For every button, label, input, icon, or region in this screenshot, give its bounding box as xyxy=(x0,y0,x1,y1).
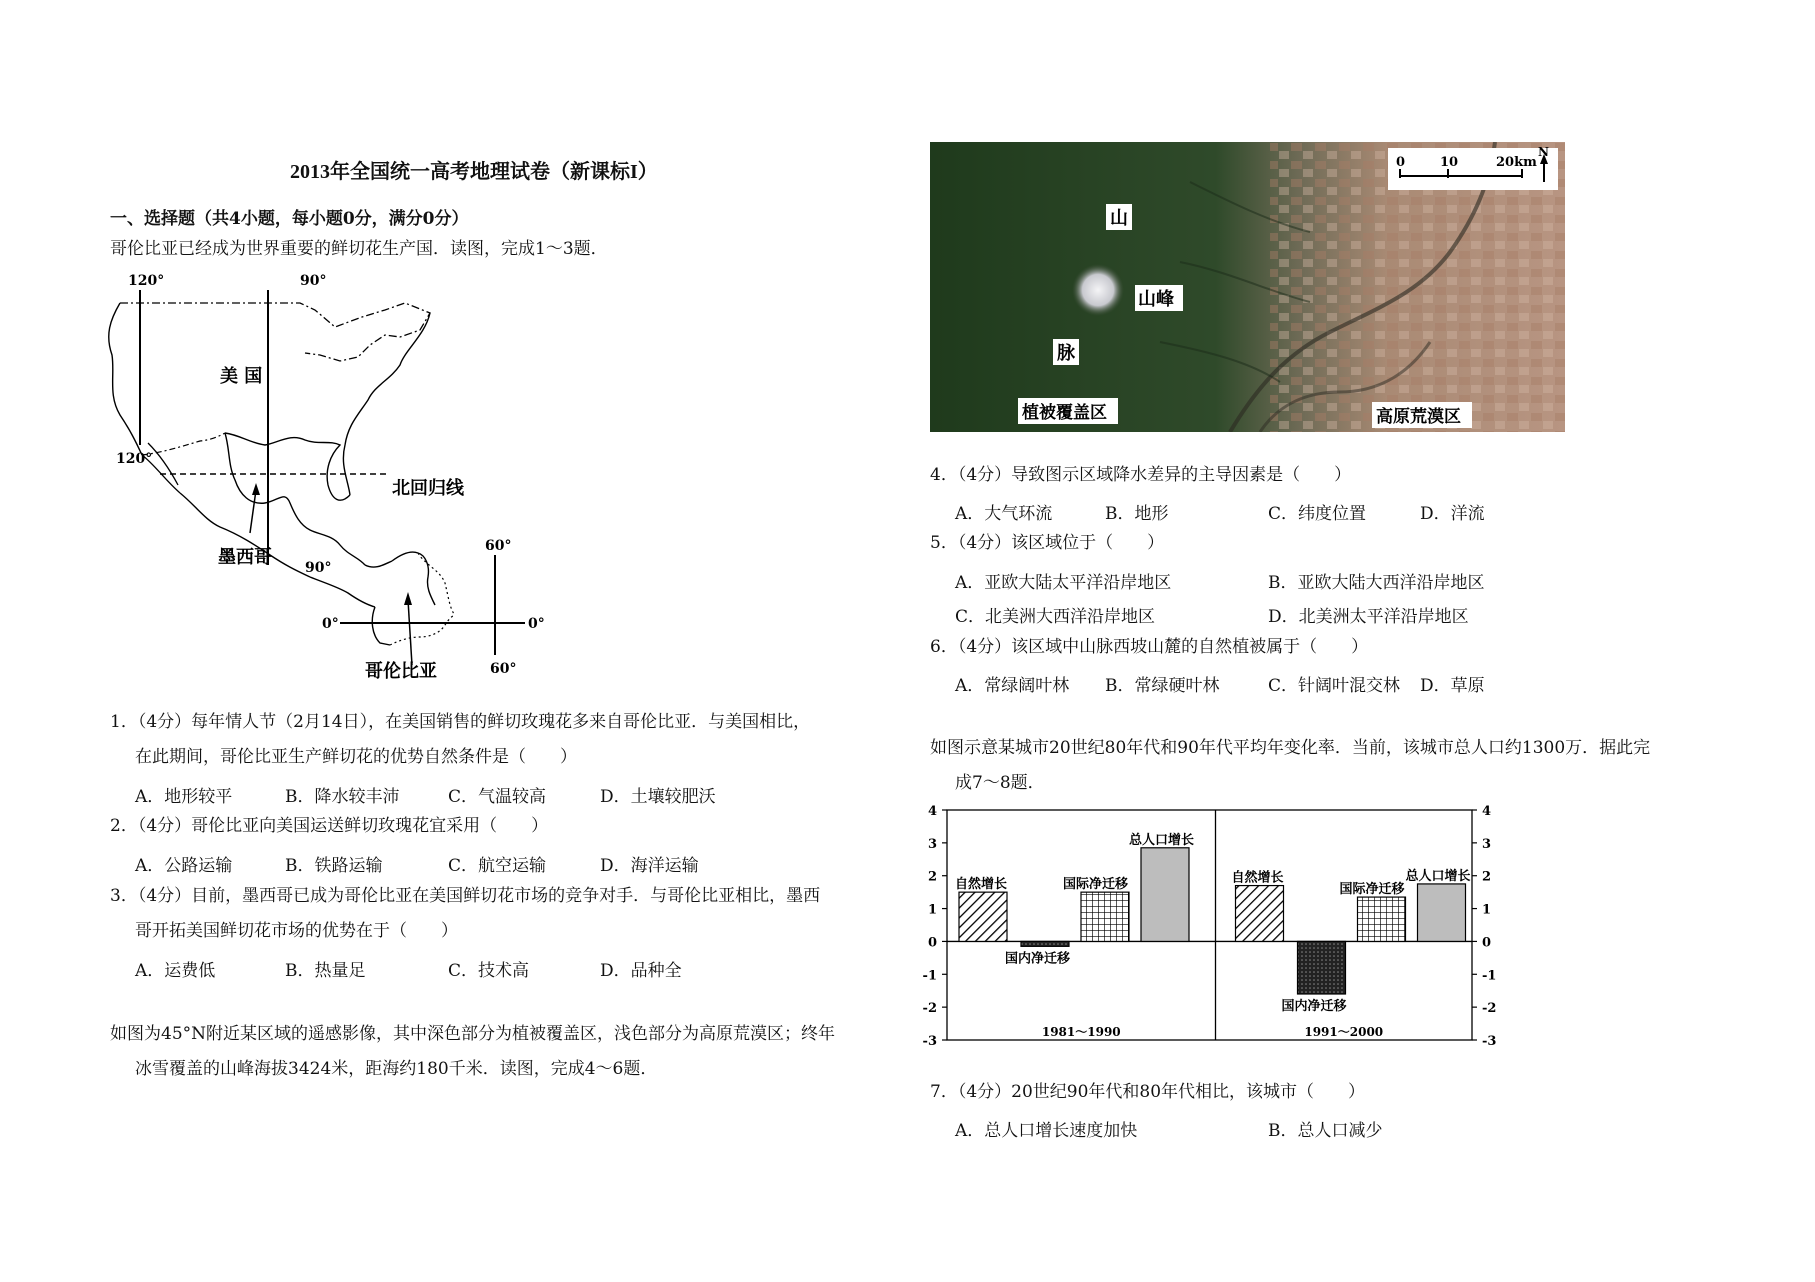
bar-1990s-0 xyxy=(1236,886,1284,942)
intro-q7-8-line1: 如图示意某城市20世纪80年代和90年代平均年变化率．当前，该城市总人口约1300万．据此完 xyxy=(930,738,1651,758)
q1-option-d: D．土壤较肥沃 xyxy=(600,787,716,807)
lon120-left-label: 120° xyxy=(116,451,153,467)
q5-option-b: B．亚欧大陆大西洋沿岸地区 xyxy=(1268,573,1485,593)
vegetation-label: 植被覆盖区 xyxy=(1022,403,1107,423)
q1-option-a: A．地形较平 xyxy=(135,787,233,807)
ytick-label-right: 1 xyxy=(1482,902,1492,918)
bar-1990s-1 xyxy=(1298,941,1346,994)
q4-option-b: B．地形 xyxy=(1105,504,1169,524)
colombia-label: 哥伦比亚 xyxy=(365,661,437,682)
ytick-label-left: -2 xyxy=(922,1001,937,1017)
q5-option-c: C．北美洲大西洋沿岸地区 xyxy=(955,607,1156,627)
bar-category-label: 自然增长 xyxy=(1231,870,1284,886)
q6-stem: 6．（4分）该区域中山脉西坡山麓的自然植被属于（ ） xyxy=(930,637,1369,657)
q6-option-a: A．常绿阔叶林 xyxy=(955,676,1070,696)
ytick-label-left: 3 xyxy=(927,836,937,852)
q3-stem-line1: 3．（4分）目前，墨西哥已成为哥伦比亚在美国鲜切花市场的竞争对手．与哥伦比亚相比，墨西 xyxy=(110,886,821,906)
bar-1980s-2 xyxy=(1081,892,1129,941)
q3-option-a: A．运费低 xyxy=(135,961,216,981)
ytick-label-right: 4 xyxy=(1482,804,1492,819)
q7-option-b: B．总人口减少 xyxy=(1268,1121,1383,1141)
lat0-right-label: 0° xyxy=(528,616,545,632)
bar-category-label: 国际净迁移 xyxy=(1063,877,1129,893)
q4-option-d: D．洋流 xyxy=(1420,504,1485,524)
bar-category-label: 国际净迁移 xyxy=(1339,882,1405,898)
q3-option-b: B．热量足 xyxy=(285,961,366,981)
lon60-bottom-label: 60° xyxy=(490,661,517,677)
q4-option-c: C．纬度位置 xyxy=(1268,504,1367,524)
q7-stem: 7．（4分）20世纪90年代和80年代相比，该城市（ ） xyxy=(930,1082,1366,1102)
section-heading: 一、选择题（共4小题，每小题0分，满分0分） xyxy=(110,209,469,229)
ytick-label-right: -3 xyxy=(1482,1034,1497,1049)
satellite-image xyxy=(930,142,1565,432)
mexico-label: 墨西哥 xyxy=(218,547,272,568)
desert-label: 高原荒漠区 xyxy=(1376,407,1461,427)
lon90-top-label: 90° xyxy=(300,273,327,289)
bar-1980s-1 xyxy=(1021,941,1069,946)
q4-stem: 4．（4分）导致图示区域降水差异的主导因素是（ ） xyxy=(930,465,1352,485)
intro-q4-6-line1: 如图为45°N附近某区域的遥感影像，其中深色部分为植被覆盖区，浅色部分为高原荒漠区；终年 xyxy=(110,1024,836,1044)
lon90-bottom-label: 90° xyxy=(305,560,332,576)
q1-option-c: C．气温较高 xyxy=(448,787,547,807)
scale-20km: 20km xyxy=(1496,155,1537,170)
ytick-label-right: 0 xyxy=(1482,935,1492,951)
q5-option-a: A．亚欧大陆太平洋沿岸地区 xyxy=(955,573,1172,593)
q1-stem-line1: 1．（4分）每年情人节（2月14日），在美国销售的鲜切玫瑰花多来自哥伦比亚．与美国相比， xyxy=(110,712,811,732)
lon60-top-label: 60° xyxy=(485,538,512,554)
peak-label: 山峰 xyxy=(1138,289,1174,310)
intro-q7-8-line2: 成7～8题． xyxy=(955,773,1045,793)
lat0-left-label: 0° xyxy=(322,616,339,632)
bar-1990s-3 xyxy=(1418,884,1466,942)
q6-option-d: D．草原 xyxy=(1420,676,1485,696)
q5-option-d: D．北美洲太平洋沿岸地区 xyxy=(1268,607,1469,627)
bar-1980s-0 xyxy=(959,892,1007,941)
q6-option-b: B．常绿硬叶林 xyxy=(1105,676,1220,696)
panel-period-label: 1991～2000 xyxy=(1304,1025,1384,1039)
q1-option-b: B．降水较丰沛 xyxy=(285,787,400,807)
ytick-label-right: 3 xyxy=(1482,836,1492,852)
ytick-label-left: 2 xyxy=(927,869,937,885)
ytick-label-right: -1 xyxy=(1482,968,1497,984)
q2-stem: 2．（4分）哥伦比亚向美国运送鲜切玫瑰花宜采用（ ） xyxy=(110,816,549,836)
ytick-label-left: 4 xyxy=(927,804,937,819)
q2-option-a: A．公路运输 xyxy=(135,856,233,876)
americas-map xyxy=(100,265,560,695)
panel-period-label: 1981～1990 xyxy=(1041,1025,1121,1039)
bar-category-label: 总人口增长 xyxy=(1405,868,1471,884)
q2-option-c: C．航空运输 xyxy=(448,856,547,876)
bar-1980s-3 xyxy=(1141,848,1189,942)
q3-option-d: D．品种全 xyxy=(600,961,682,981)
bar-category-label: 国内净迁移 xyxy=(1005,951,1071,967)
population-change-chart xyxy=(900,798,1520,1053)
tropic-label: 北回归线 xyxy=(392,478,464,499)
bar-1990s-2 xyxy=(1358,897,1406,941)
q5-stem: 5．（4分）该区域位于（ ） xyxy=(930,533,1165,553)
ytick-label-left: -3 xyxy=(922,1034,937,1049)
mountain-label-1: 山 xyxy=(1110,208,1128,229)
bar-category-label: 自然增长 xyxy=(955,877,1008,893)
bar-category-label: 国内净迁移 xyxy=(1281,999,1347,1014)
q1-stem-line2: 在此期间，哥伦比亚生产鲜切花的优势自然条件是（ ） xyxy=(135,747,577,767)
intro-q4-6-line2: 冰雪覆盖的山峰海拔3424米，距海约180千米．读图，完成4～6题． xyxy=(135,1059,658,1079)
ytick-label-left: 0 xyxy=(927,935,937,951)
q2-option-b: B．铁路运输 xyxy=(285,856,383,876)
usa-label: 美 国 xyxy=(220,366,263,387)
ytick-label-left: 1 xyxy=(927,902,937,918)
q3-option-c: C．技术高 xyxy=(448,961,530,981)
ytick-label-left: -1 xyxy=(922,968,937,984)
q6-option-c: C．针阔叶混交林 xyxy=(1268,676,1401,696)
scale-0: 0 xyxy=(1396,155,1406,170)
intro-q1-3: 哥伦比亚已经成为世界重要的鲜切花生产国．读图，完成1～3题． xyxy=(110,239,608,259)
q3-stem-line2: 哥开拓美国鲜切花市场的优势在于（ ） xyxy=(135,921,458,941)
q4-option-a: A．大气环流 xyxy=(955,504,1053,524)
ytick-label-right: 2 xyxy=(1482,869,1492,885)
q7-option-a: A．总人口增长速度加快 xyxy=(955,1121,1138,1141)
lon120-top-label: 120° xyxy=(128,273,165,289)
bar-category-label: 总人口增长 xyxy=(1129,832,1195,848)
page-title: 2013年全国统一高考地理试卷（新课标I） xyxy=(290,161,658,183)
north-arrow-label: N xyxy=(1538,145,1549,159)
scale-10: 10 xyxy=(1440,155,1459,170)
ytick-label-right: -2 xyxy=(1482,1001,1497,1017)
q2-option-d: D．海洋运输 xyxy=(600,856,699,876)
mountain-label-2: 脉 xyxy=(1057,343,1075,364)
